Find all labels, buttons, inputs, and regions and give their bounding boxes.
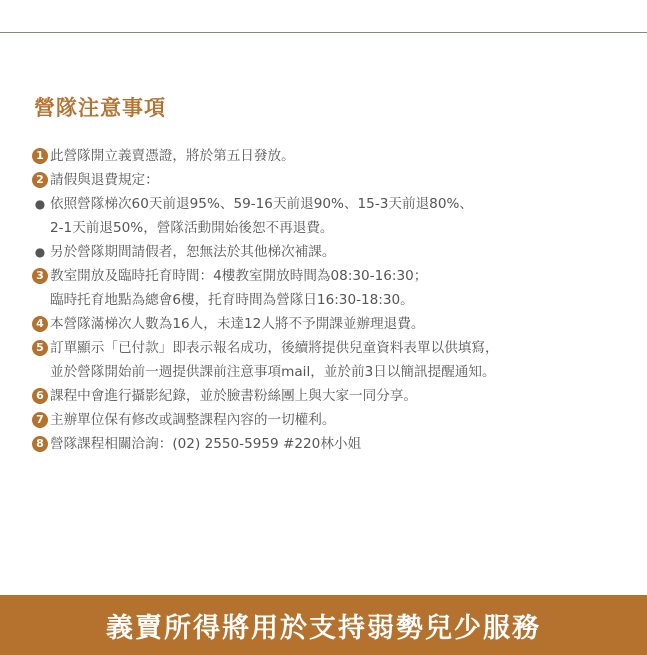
number-3-icon: 3 <box>32 268 48 284</box>
top-divider <box>0 32 647 33</box>
leave-bullet <box>32 240 632 264</box>
number-8-icon: 8 <box>32 436 48 452</box>
note-text: 另於營隊期間請假者，恕無法於其他梯次補課。 <box>50 244 336 260</box>
note-text: 營隊課程相關洽詢：(02) 2550-5959 #220林小姐 <box>50 436 362 452</box>
note-text-continued: 2-1天前退50%，營隊活動開始後恕不再退費。 <box>50 220 334 236</box>
note-item-2 <box>32 168 632 192</box>
section-title: 營隊注意事項 <box>34 96 166 120</box>
note-item-8 <box>32 432 632 456</box>
number-1-icon: 1 <box>32 148 48 164</box>
note-item-5 <box>32 336 632 360</box>
notes-list <box>32 144 632 456</box>
number-6-icon: 6 <box>32 388 48 404</box>
number-7-icon: 7 <box>32 412 48 428</box>
note-item-7 <box>32 408 632 432</box>
note-text: 請假與退費規定： <box>50 172 159 188</box>
bullet-icon: ● <box>34 245 46 259</box>
footer-text: 義賣所得將用於支持弱勢兒少服務 <box>106 612 541 644</box>
note-text: 本營隊滿梯次人數為16人，未達12人將不予開課並辦理退費。 <box>50 316 425 332</box>
note-item-4 <box>32 312 632 336</box>
note-text-continued: 並於營隊開始前一週提供課前注意事項mail，並於前3日以簡訊提醒通知。 <box>50 364 496 380</box>
note-text: 教室開放及臨時托育時間：4樓教室開放時間為08:30-16:30； <box>50 268 428 284</box>
refund-bullet <box>32 192 632 216</box>
footer-banner <box>0 595 647 655</box>
note-item-6 <box>32 384 632 408</box>
note-text: 此營隊開立義賣憑證，將於第五日發放。 <box>50 148 295 164</box>
note-text: 依照營隊梯次60天前退95%、59-16天前退90%、15-3天前退80%、 <box>50 196 473 212</box>
note-text: 課程中會進行攝影紀錄，並於臉書粉絲團上與大家一同分享。 <box>50 388 418 404</box>
note-text-continued: 臨時托育地點為總會6樓，托育時間為營隊日16:30-18:30。 <box>50 292 414 308</box>
number-5-icon: 5 <box>32 340 48 356</box>
number-4-icon: 4 <box>32 316 48 332</box>
number-2-icon: 2 <box>32 172 48 188</box>
note-text: 訂單顯示「已付款」即表示報名成功，後續將提供兒童資料表單以供填寫， <box>50 340 499 356</box>
note-item-1 <box>32 144 632 168</box>
note-item-3 <box>32 264 632 288</box>
bullet-icon: ● <box>34 197 46 211</box>
note-text: 主辦單位保有修改或調整課程內容的一切權利。 <box>50 412 336 428</box>
